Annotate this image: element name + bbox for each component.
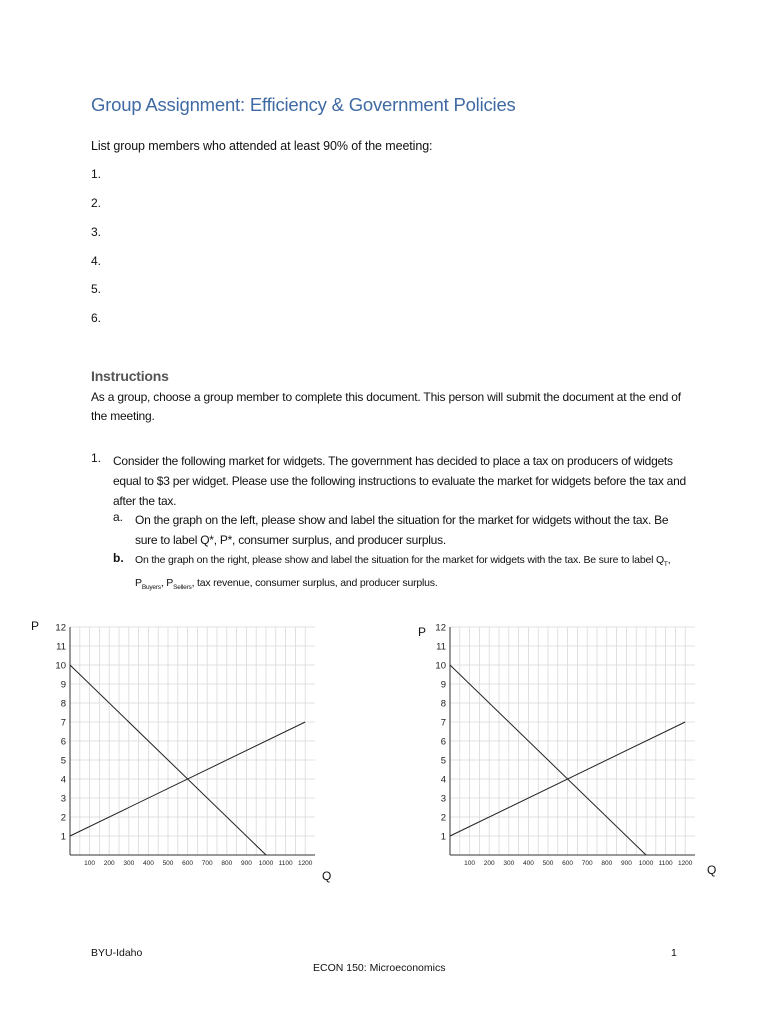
right-graph-x-tick-label: 1100 (658, 860, 673, 867)
right-graph-x-tick-label: 100 (464, 860, 476, 867)
left-graph-x-tick-label: 400 (142, 860, 154, 867)
right-graph-x-tick-label: 1000 (638, 860, 654, 867)
right-graph-x-tick-label: 700 (581, 860, 593, 867)
subquestion-a-text: On the graph on the left, please show and label the situation for the market for widgets without the tax. Be sure to label Q*, P*, consumer surplus, and producer surplus. (135, 513, 669, 547)
right-graph-y-tick-label: 7 (440, 717, 446, 729)
left-graph-x-tick-label: 100 (84, 860, 96, 867)
instructions-text: As a group, choose a group member to complete this document. This person will submit the document at the end of the meeting. (91, 390, 681, 423)
left-graph-x-tick-label: 700 (201, 860, 213, 867)
right-graph-x-tick-label: 400 (522, 860, 534, 867)
right-graph-y-tick-label: 4 (440, 774, 446, 786)
left-graph-y-tick-label: 5 (60, 755, 66, 767)
left-graph-y-tick-label: 2 (60, 812, 66, 824)
left-graph-y-tick-label: 8 (60, 698, 66, 710)
right-graph-y-tick-label: 5 (440, 755, 446, 767)
left-graph-y-tick-label: 3 (60, 793, 66, 805)
right-graph-y-tick-label: 9 (440, 679, 446, 691)
question-text: Consider the following market for widgets. The government has decided to place a tax on producers of widgets equal to $3 per widget. Please use the following instructions to evaluate the market for widgets before the tax and after the tax. (113, 454, 686, 508)
question-number: 1. (91, 451, 102, 465)
left-graph-x-tick-label: 1200 (297, 860, 313, 867)
right-graph-y-tick-label: 12 (435, 622, 446, 634)
left-graph-y-tick-label: 11 (56, 641, 66, 653)
right-graph-y-tick-label: 6 (440, 736, 446, 748)
subquestion-b-text: On the graph on the right, please show and label the situation for the market for widgets with the tax. Be sure to label $Q_T$, $P_{Buyers}$, $P_{Sellers}$, tax revenue, consumer surplus, and producer surplus. (135, 554, 671, 592)
left-graph-y-tick-label: 7 (60, 717, 66, 729)
member-line-5[interactable]: 5. (91, 282, 102, 296)
member-line-1[interactable]: 1. (91, 167, 102, 181)
right-graph-q-label: Q (707, 863, 717, 877)
right-graph-y-tick-label: 10 (435, 660, 446, 672)
right-graph-y-tick-label: 1 (440, 831, 446, 843)
footer-institution: BYU-Idaho (91, 947, 143, 959)
member-line-6[interactable]: 6. (91, 311, 102, 325)
left-graph-y-tick-label: 9 (60, 679, 66, 691)
instructions-heading: Instructions (91, 368, 169, 384)
left-graph-y-tick-label: 12 (55, 622, 66, 634)
footer-course: ECON 150: Microeconomics (313, 962, 446, 974)
members-prompt: List group members who attended at least 90% of the meeting: (91, 139, 433, 153)
page-title: Group Assignment: Efficiency & Government Policies (91, 94, 516, 115)
member-line-3[interactable]: 3. (91, 225, 102, 239)
right-graph-y-tick-label: 11 (436, 641, 446, 653)
left-graph-p-label: P (31, 619, 40, 633)
member-line-2[interactable]: 2. (91, 196, 102, 210)
left-graph-x-tick-label: 300 (123, 860, 135, 867)
left-graph-plot (55, 623, 315, 868)
subquestion-a-letter: a. (113, 510, 124, 524)
left-graph-x-tick-label: 200 (103, 860, 115, 867)
left-graph-x-tick-label: 500 (162, 860, 174, 867)
left-graph-x-tick-label: 900 (240, 860, 252, 867)
right-graph-x-tick-label: 800 (601, 860, 613, 867)
left-graph-y-tick-label: 1 (60, 831, 66, 843)
left-graph-y-tick-label: 10 (55, 660, 66, 672)
left-graph-x-tick-label: 600 (182, 860, 194, 867)
left-graph-y-tick-label: 4 (60, 774, 66, 786)
right-graph-y-tick-label: 3 (440, 793, 446, 805)
right-graph-x-tick-label: 600 (562, 860, 574, 867)
right-graph-x-tick-label: 1200 (677, 860, 693, 867)
left-graph[interactable] (40, 612, 320, 870)
footer-page-number: 1 (671, 947, 677, 959)
right-graph-y-tick-label: 8 (440, 698, 446, 710)
right-graph-p-label: P (418, 625, 427, 639)
left-graph-x-tick-label: 800 (221, 860, 233, 867)
member-line-4[interactable]: 4. (91, 254, 102, 268)
subquestion-b-letter: b. (113, 551, 124, 565)
right-graph-x-tick-label: 900 (620, 860, 632, 867)
left-graph-x-tick-label: 1100 (278, 860, 293, 867)
right-graph-x-tick-label: 200 (483, 860, 495, 867)
left-graph-x-tick-label: 1000 (258, 860, 274, 867)
right-graph-x-tick-label: 300 (503, 860, 515, 867)
right-graph-plot (435, 623, 695, 868)
left-graph-q-label: Q (322, 869, 332, 883)
left-graph-y-tick-label: 6 (60, 736, 66, 748)
right-graph[interactable] (420, 612, 700, 870)
right-graph-y-tick-label: 2 (440, 812, 446, 824)
right-graph-x-tick-label: 500 (542, 860, 554, 867)
